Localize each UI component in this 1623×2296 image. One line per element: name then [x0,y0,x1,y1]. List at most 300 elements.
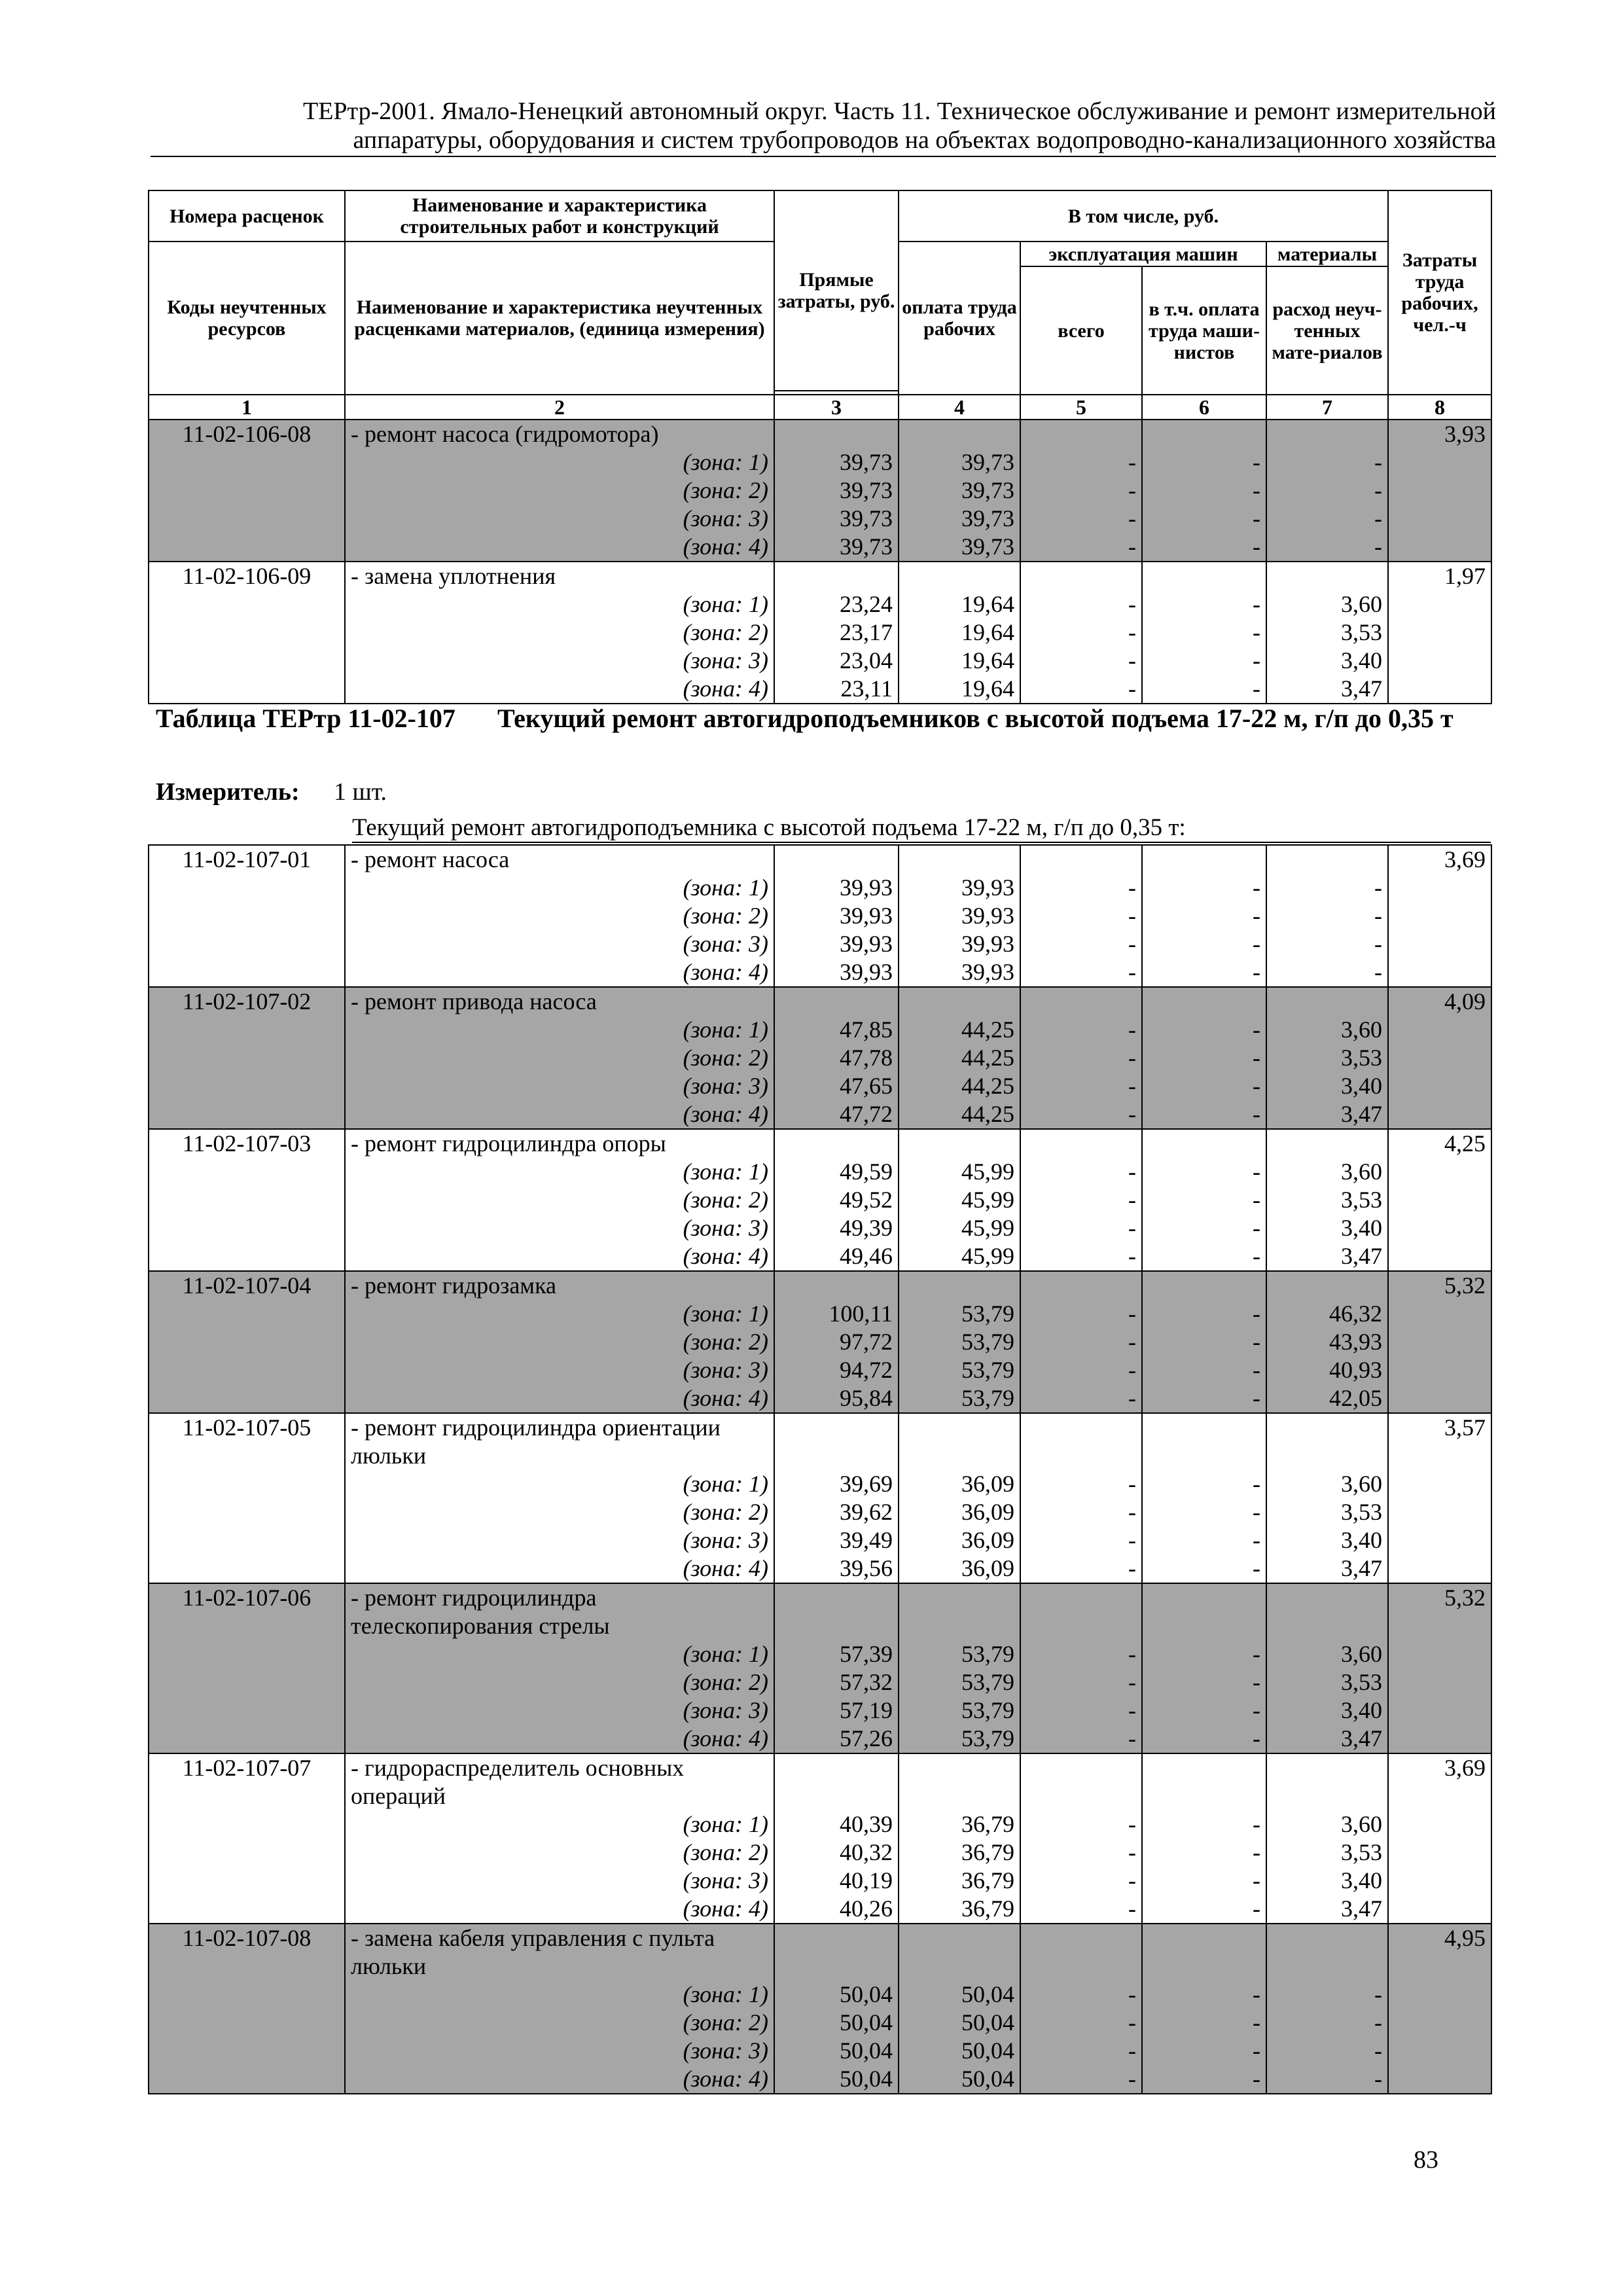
value-empty [1266,987,1388,1016]
labor-costs-empty [1388,1214,1491,1242]
labor-costs-empty [1388,1895,1491,1924]
table-row [149,1725,1491,1753]
materials-cost: 3,47 [1266,1242,1388,1271]
header-unaccounted-materials: расход неуч-тенных мате-риалов [1266,266,1388,395]
zone-label: (зона: 2) [345,1328,774,1356]
header-materials: материалы [1266,242,1388,266]
worker-wages: 53,79 [899,1356,1020,1384]
value-empty [1266,1413,1388,1442]
materials-cost: 3,53 [1266,619,1388,647]
materials-cost: - [1266,2037,1388,2065]
value-empty [1020,1413,1142,1442]
materials-cost: - [1266,930,1388,958]
rate-code-empty [149,1612,345,1640]
labor-costs: 3,69 [1388,1753,1491,1782]
zone-label: (зона: 2) [345,1044,774,1072]
work-name: - замена уплотнения [345,562,774,590]
labor-costs: 4,09 [1388,987,1491,1016]
labor-costs-empty [1388,1300,1491,1328]
table-row [149,1100,1491,1129]
table-107-title: Текущий ремонт автогидроподъемников с высотой подъема 17-22 м, г/п до 0,35 т [497,704,1454,733]
zone-label: (зона: 2) [345,619,774,647]
materials-cost: - [1266,1981,1388,2009]
table-row [149,1072,1491,1100]
zone-label: (зона: 3) [345,1696,774,1725]
value-empty [1142,1782,1266,1810]
value-empty [899,1413,1020,1442]
header-machine-operation: эксплуатация машин [1020,242,1266,266]
materials-cost: - [1266,2009,1388,2037]
value-empty [899,1952,1020,1981]
value-empty [1142,1952,1266,1981]
operator-wages: - [1142,505,1266,533]
direct-costs: 50,04 [774,1981,899,2009]
rate-code-empty [149,590,345,619]
machines-total: - [1020,1016,1142,1044]
value-empty [1266,1442,1388,1470]
header-work-name: Наименование и характеристика строительных работ и конструкций [345,190,774,242]
table-row [149,987,1491,1016]
value-empty [1020,1612,1142,1640]
worker-wages: 44,25 [899,1072,1020,1100]
operator-wages: - [1142,619,1266,647]
rate-code: 11-02-106-09 [149,562,345,590]
machines-total: - [1020,1356,1142,1384]
direct-costs: 49,52 [774,1186,899,1214]
direct-costs: 23,11 [774,675,899,704]
machines-total: - [1020,1895,1142,1924]
materials-cost: - [1266,476,1388,505]
rate-code: 11-02-107-08 [149,1924,345,1952]
rate-code-empty [149,1867,345,1895]
direct-costs: 23,17 [774,619,899,647]
rate-code-empty [149,1186,345,1214]
rate-code-empty [149,1328,345,1356]
zone-label: (зона: 3) [345,1072,774,1100]
worker-wages: 39,93 [899,930,1020,958]
zone-label: (зона: 1) [345,874,774,902]
table-row [149,533,1491,562]
labor-costs-empty [1388,1100,1491,1129]
machines-total: - [1020,619,1142,647]
header-machines-total: всего [1020,266,1142,395]
rate-code: 11-02-107-01 [149,845,345,874]
worker-wages: 50,04 [899,2065,1020,2094]
rate-code-empty [149,1640,345,1668]
materials-cost: 3,60 [1266,1016,1388,1044]
machines-total: - [1020,1668,1142,1696]
labor-costs-empty [1388,2037,1491,2065]
worker-wages: 53,79 [899,1640,1020,1668]
worker-wages: 45,99 [899,1186,1020,1214]
labor-costs-empty [1388,1952,1491,1981]
rate-code-empty [149,1782,345,1810]
table-row [149,1867,1491,1895]
direct-costs: 57,32 [774,1668,899,1696]
labor-costs-empty [1388,1554,1491,1583]
work-name: - замена кабеля управления с пульта [345,1924,774,1952]
table-row [149,1526,1491,1554]
table-row [149,1158,1491,1186]
labor-costs: 3,69 [1388,845,1491,874]
machines-total: - [1020,1554,1142,1583]
table-row [149,1214,1491,1242]
table-row [149,619,1491,647]
value-empty [1266,1129,1388,1158]
rate-code-empty [149,902,345,930]
zone-label: (зона: 2) [345,1668,774,1696]
labor-costs-empty [1388,1612,1491,1640]
rate-code-empty [149,1356,345,1384]
rate-code-empty [149,1696,345,1725]
value-empty [1266,1271,1388,1300]
value-empty [774,1952,899,1981]
direct-costs: 57,39 [774,1640,899,1668]
rate-code-empty [149,619,345,647]
page-number: 83 [1414,2146,1438,2174]
table-row [149,1810,1491,1839]
zone-label: (зона: 1) [345,1016,774,1044]
machines-total: - [1020,2037,1142,2065]
direct-costs: 57,19 [774,1696,899,1725]
worker-wages: 53,79 [899,1725,1020,1753]
work-name: - ремонт гидрозамка [345,1271,774,1300]
rate-code: 11-02-107-02 [149,987,345,1016]
worker-wages: 36,09 [899,1554,1020,1583]
operator-wages: - [1142,647,1266,675]
col-number: 8 [1388,395,1491,420]
labor-costs: 5,32 [1388,1271,1491,1300]
direct-costs: 57,26 [774,1725,899,1753]
value-empty [774,845,899,874]
materials-cost: 3,53 [1266,1186,1388,1214]
direct-costs: 39,69 [774,1470,899,1498]
rate-code-empty [149,1300,345,1328]
table-row [149,505,1491,533]
operator-wages: - [1142,675,1266,704]
header-operator-wages: в т.ч. оплата труда маши-нистов [1142,266,1266,395]
operator-wages: - [1142,448,1266,476]
operator-wages: - [1142,1356,1266,1384]
worker-wages: 39,73 [899,533,1020,562]
value-empty [1020,562,1142,590]
measure-label: Измеритель: [156,778,300,806]
operator-wages: - [1142,1640,1266,1668]
machines-total: - [1020,1300,1142,1328]
operator-wages: - [1142,2065,1266,2094]
work-name: люльки [345,1442,774,1470]
materials-cost: 3,47 [1266,1100,1388,1129]
zone-label: (зона: 1) [345,1981,774,2009]
value-empty [1020,1924,1142,1952]
rate-code-empty [149,1526,345,1554]
header-material-name: Наименование и характеристика неучтенных расценками материалов, (единица измерения) [345,242,774,395]
direct-costs: 39,93 [774,874,899,902]
zone-label: (зона: 3) [345,930,774,958]
direct-costs: 39,73 [774,476,899,505]
materials-cost: 42,05 [1266,1384,1388,1413]
header-including: В том числе, руб. [899,190,1388,242]
worker-wages: 50,04 [899,2009,1020,2037]
machines-total: - [1020,1839,1142,1867]
value-empty [1142,987,1266,1016]
worker-wages: 19,64 [899,675,1020,704]
zone-label: (зона: 4) [345,533,774,562]
rate-code-empty [149,1498,345,1526]
zone-label: (зона: 4) [345,1725,774,1753]
zone-label: (зона: 3) [345,2037,774,2065]
labor-costs: 4,95 [1388,1924,1491,1952]
direct-costs: 100,11 [774,1300,899,1328]
machines-total: - [1020,533,1142,562]
labor-costs-empty [1388,647,1491,675]
rate-code-empty [149,1016,345,1044]
machines-total: - [1020,1526,1142,1554]
materials-cost: - [1266,533,1388,562]
zone-label: (зона: 3) [345,1356,774,1384]
operator-wages: - [1142,902,1266,930]
zone-label: (зона: 4) [345,1895,774,1924]
labor-costs-empty [1388,476,1491,505]
worker-wages: 36,79 [899,1810,1020,1839]
labor-costs-empty [1388,2009,1491,2037]
table-row [149,1498,1491,1526]
value-empty [1142,1129,1266,1158]
work-name: - гидрораспределитель основных [345,1753,774,1782]
value-empty [1142,1271,1266,1300]
table-row [149,1839,1491,1867]
machines-total: - [1020,675,1142,704]
worker-wages: 39,73 [899,476,1020,505]
worker-wages: 53,79 [899,1300,1020,1328]
machines-total: - [1020,1158,1142,1186]
rate-code-empty [149,647,345,675]
worker-wages: 53,79 [899,1696,1020,1725]
value-empty [1142,1924,1266,1952]
value-empty [1266,562,1388,590]
worker-wages: 19,64 [899,619,1020,647]
zone-label: (зона: 1) [345,1470,774,1498]
table-row [149,1952,1491,1981]
value-empty [1266,1753,1388,1782]
table-row [149,1612,1491,1640]
materials-cost: 3,47 [1266,675,1388,704]
col-number: 5 [1020,395,1142,420]
table-row [149,958,1491,987]
machines-total: - [1020,647,1142,675]
direct-costs: 47,72 [774,1100,899,1129]
value-empty [1020,845,1142,874]
rate-code: 11-02-107-06 [149,1583,345,1612]
rate-code-empty [149,1072,345,1100]
table-106-body [149,420,1491,704]
running-header-line-2: аппаратуры, оборудования и систем трубопроводов на объектах водопроводно-канализационного хозяйства [353,126,1496,154]
labor-costs-empty [1388,1470,1491,1498]
labor-costs-empty [1388,874,1491,902]
labor-costs: 3,57 [1388,1413,1491,1442]
value-empty [1020,1952,1142,1981]
table-row [149,1242,1491,1271]
zone-label: (зона: 3) [345,1867,774,1895]
table-row [149,874,1491,902]
operator-wages: - [1142,1696,1266,1725]
rate-code-empty [149,448,345,476]
machines-total: - [1020,902,1142,930]
labor-costs-empty [1388,1839,1491,1867]
rate-code: 11-02-107-04 [149,1271,345,1300]
zone-label: (зона: 4) [345,1554,774,1583]
value-empty [774,1753,899,1782]
direct-costs: 94,72 [774,1356,899,1384]
value-empty [774,1442,899,1470]
machines-total: - [1020,1384,1142,1413]
rate-code-empty [149,1214,345,1242]
rate-code-empty [149,1384,345,1413]
value-empty [1266,1612,1388,1640]
operator-wages: - [1142,958,1266,987]
table-row [149,1583,1491,1612]
header-labor-costs: Затраты труда рабочих, чел.-ч [1388,190,1491,395]
table-107-label: Таблица ТЕРтр 11-02-107 [156,704,455,733]
table-row [149,1300,1491,1328]
direct-costs: 47,65 [774,1072,899,1100]
machines-total: - [1020,1242,1142,1271]
table-row [149,930,1491,958]
operator-wages: - [1142,930,1266,958]
worker-wages: 39,93 [899,874,1020,902]
labor-costs-empty [1388,1526,1491,1554]
machines-total: - [1020,1498,1142,1526]
table-row [149,562,1491,590]
worker-wages: 44,25 [899,1044,1020,1072]
labor-costs-empty [1388,1442,1491,1470]
materials-cost: 3,60 [1266,1470,1388,1498]
labor-costs-empty [1388,902,1491,930]
rate-code-empty [149,1725,345,1753]
materials-cost: - [1266,958,1388,987]
table-row [149,1782,1491,1810]
operator-wages: - [1142,2009,1266,2037]
table-row [149,1640,1491,1668]
value-empty [774,1612,899,1640]
rate-code-empty [149,1442,345,1470]
table-row [149,1554,1491,1583]
materials-cost: 3,47 [1266,1554,1388,1583]
table-row [149,2065,1491,2094]
table-row [149,1696,1491,1725]
value-empty [1142,1413,1266,1442]
rate-code-empty [149,1839,345,1867]
work-name: - ремонт гидроцилиндра опоры [345,1129,774,1158]
zone-label: (зона: 1) [345,448,774,476]
measure-line [156,778,387,806]
running-header [151,97,1496,157]
value-empty [899,1129,1020,1158]
materials-cost: 3,40 [1266,1867,1388,1895]
table-row [149,590,1491,619]
value-empty [1020,1271,1142,1300]
table-row [149,1668,1491,1696]
materials-cost: 3,53 [1266,1044,1388,1072]
machines-total: - [1020,590,1142,619]
operator-wages: - [1142,476,1266,505]
col-number: 7 [1266,395,1388,420]
machines-total: - [1020,874,1142,902]
value-empty [1020,1583,1142,1612]
machines-total: - [1020,1696,1142,1725]
zone-label: (зона: 4) [345,1100,774,1129]
value-empty [1020,1129,1142,1158]
value-empty [1266,420,1388,448]
materials-cost: - [1266,2065,1388,2094]
value-empty [1020,1442,1142,1470]
materials-cost: 3,60 [1266,1640,1388,1668]
materials-cost: 3,53 [1266,1839,1388,1867]
rate-code: 11-02-106-08 [149,420,345,448]
worker-wages: 50,04 [899,2037,1020,2065]
labor-costs-empty [1388,1498,1491,1526]
table-row [149,845,1491,874]
materials-cost: 46,32 [1266,1300,1388,1328]
zone-label: (зона: 2) [345,1839,774,1867]
labor-costs-empty [1388,1072,1491,1100]
rate-code-empty [149,1100,345,1129]
worker-wages: 44,25 [899,1016,1020,1044]
materials-cost: - [1266,505,1388,533]
rate-code-empty [149,2009,345,2037]
labor-costs-empty [1388,1016,1491,1044]
operator-wages: - [1142,1016,1266,1044]
direct-costs: 39,73 [774,505,899,533]
machines-total: - [1020,930,1142,958]
labor-costs-empty [1388,930,1491,958]
machines-total: - [1020,1810,1142,1839]
labor-costs-empty [1388,619,1491,647]
rate-code-empty [149,1895,345,1924]
value-empty [1020,1753,1142,1782]
rate-code-empty [149,958,345,987]
value-empty [1142,562,1266,590]
table-row [149,1271,1491,1300]
rates-table-106 [148,190,1492,704]
labor-costs-empty [1388,1356,1491,1384]
table-row [149,902,1491,930]
operator-wages: - [1142,1300,1266,1328]
table-row [149,1044,1491,1072]
direct-costs: 39,73 [774,533,899,562]
rate-code-empty [149,1810,345,1839]
direct-costs: 39,62 [774,1498,899,1526]
direct-costs: 50,04 [774,2037,899,2065]
materials-cost: 3,40 [1266,1214,1388,1242]
labor-costs: 3,93 [1388,420,1491,448]
worker-wages: 53,79 [899,1384,1020,1413]
worker-wages: 50,04 [899,1981,1020,2009]
rate-code: 11-02-107-07 [149,1753,345,1782]
zone-label: (зона: 4) [345,1384,774,1413]
work-name: люльки [345,1952,774,1981]
machines-total: - [1020,1044,1142,1072]
zone-label: (зона: 2) [345,1186,774,1214]
table-row [149,2009,1491,2037]
work-name: - ремонт насоса [345,845,774,874]
machines-total: - [1020,1100,1142,1129]
materials-cost: 3,47 [1266,1895,1388,1924]
work-name: операций [345,1782,774,1810]
machines-total: - [1020,2009,1142,2037]
table-row [149,1442,1491,1470]
value-empty [774,1413,899,1442]
